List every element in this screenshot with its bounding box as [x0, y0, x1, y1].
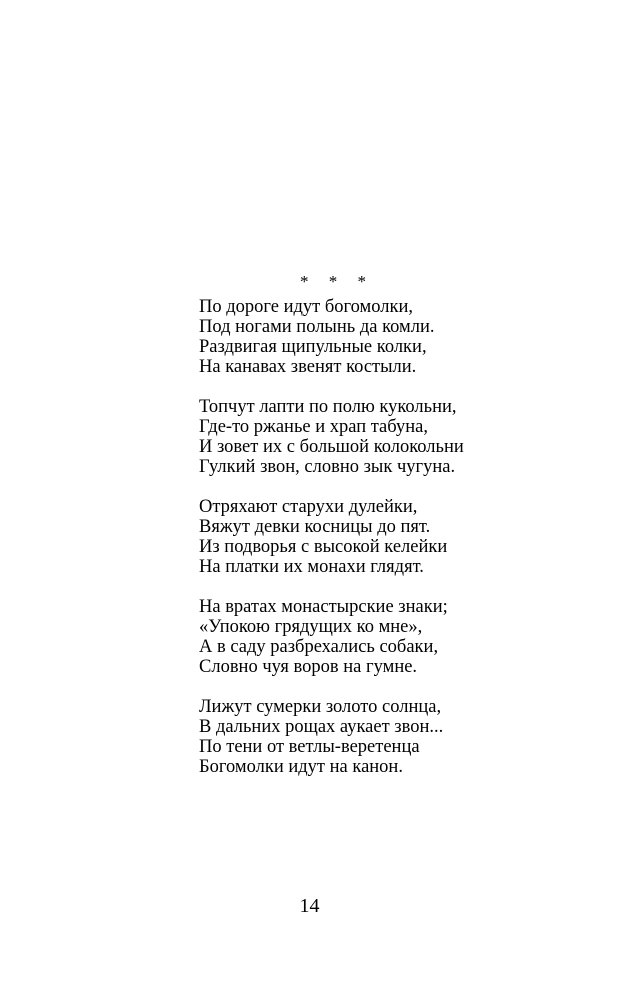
poem-line: Где-то ржанье и храп табуна,: [199, 417, 428, 437]
poem-line: Раздвигая щипульные колки,: [199, 337, 427, 357]
poem-line: Отряхают старухи дулейки,: [199, 497, 418, 517]
poem-line: Гулкий звон, словно зык чугуна.: [199, 457, 456, 477]
poem-line: Богомолки идут на канон.: [199, 757, 403, 777]
poem: [199, 297, 609, 797]
stanza-4: [199, 597, 609, 677]
poem-line: Топчут лапти по полю кукольни,: [199, 397, 457, 417]
poem-line: На платки их монахи глядят.: [199, 557, 424, 577]
stanza-5: [199, 697, 609, 777]
poem-line: Лижут сумерки золото солнца,: [199, 697, 442, 717]
poem-line: А в саду разбрехались собаки,: [199, 637, 439, 657]
poem-line: Словно чуя воров на гумне.: [199, 657, 418, 677]
stanza-2: [199, 397, 609, 477]
poem-line: На вратах монастырские знаки;: [199, 597, 448, 617]
poem-line: В дальних рощах аукает звон...: [199, 717, 444, 737]
poem-line: На канавах звенят костыли.: [199, 357, 417, 377]
poem-line: Под ногами полынь да комли.: [199, 317, 435, 337]
stanza-3: [199, 497, 609, 577]
poem-line: По тени от ветлы-веретенца: [199, 737, 420, 757]
page-number: 14: [299, 895, 320, 917]
section-separator: * * *: [300, 272, 374, 291]
poem-line: Из подворья с высокой келейки: [199, 537, 448, 557]
poem-line: «Упокою грядущих ко мне»,: [199, 617, 423, 637]
poem-line: И зовет их с большой колокольни: [199, 437, 464, 457]
stanza-1: [199, 297, 609, 377]
poem-line: По дороге идут богомолки,: [199, 297, 413, 317]
poem-line: Вяжут девки косницы до пят.: [199, 517, 431, 537]
